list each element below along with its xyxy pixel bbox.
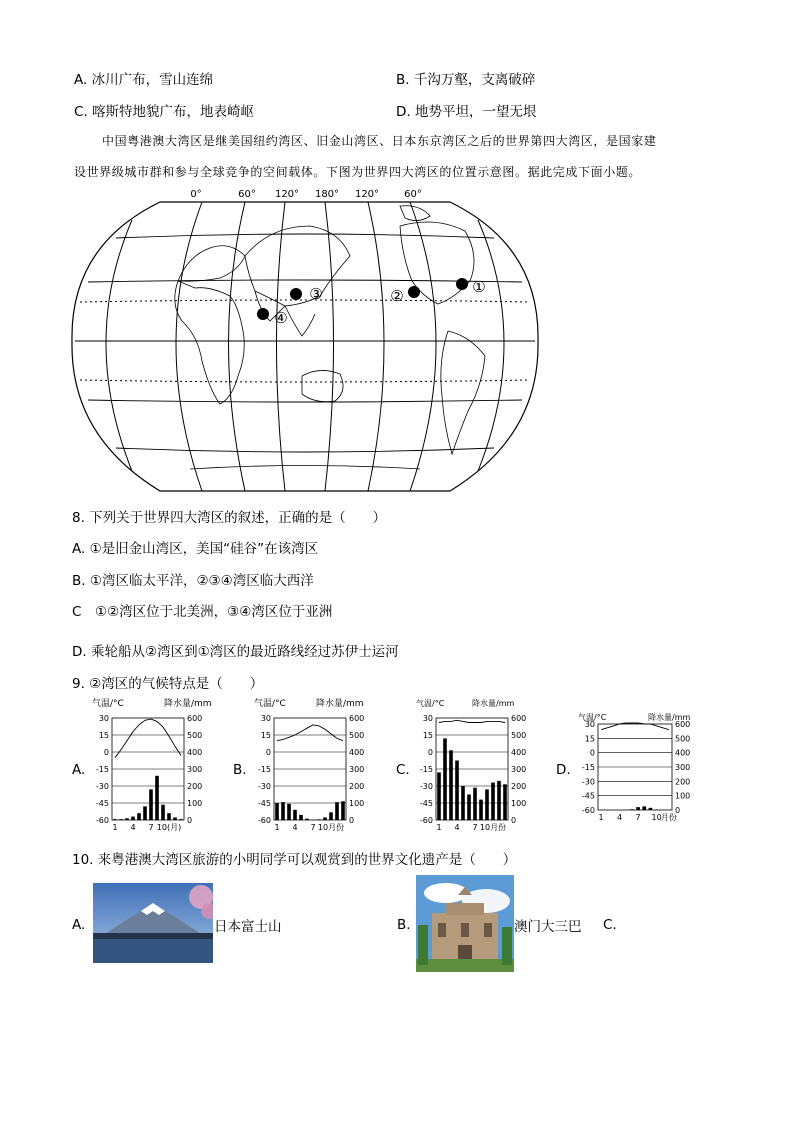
precip-bar [125, 818, 129, 820]
chart-x-tick: 7 [310, 823, 316, 832]
precip-bar [461, 786, 465, 820]
chart-x-tick: 月份 [660, 813, 677, 822]
precip-bar [479, 800, 483, 820]
precip-bar [179, 819, 183, 820]
chart-temp-tick: -45 [95, 799, 109, 808]
precip-bar [455, 761, 459, 821]
chart-temp-tick: -15 [95, 765, 109, 774]
precip-bar [323, 817, 327, 820]
precip-bar [485, 789, 489, 820]
chart-precip-tick: 400 [349, 748, 365, 757]
precip-bar [305, 819, 309, 820]
bay-marker-1-label: ① [472, 278, 486, 296]
q9-option-a-letter[interactable]: A. [72, 762, 86, 778]
precip-bar [161, 805, 165, 820]
world-map [70, 186, 540, 496]
precip-bar [503, 784, 507, 820]
chart-temp-tick: 30 [422, 714, 433, 723]
chart-precip-tick: 100 [187, 799, 203, 808]
map-outline [72, 202, 538, 491]
precip-bar [642, 806, 646, 810]
chart-temp-tick: 0 [427, 748, 433, 757]
q9-option-b-letter[interactable]: B. [233, 762, 247, 778]
chart-x-tick: 7 [148, 823, 154, 832]
meridian [368, 202, 384, 491]
chart-precip-label: 降水量/mm [164, 699, 212, 709]
climate-chart-a-svg [86, 696, 216, 838]
chart-precip-tick: 100 [675, 791, 691, 801]
meridian [277, 202, 286, 491]
chart-temp-tick: -30 [581, 777, 595, 787]
longitude-label: 60° [404, 189, 422, 200]
precip-bar [449, 750, 453, 820]
q9-stem: 9. ②湾区的气候特点是（ ） [72, 676, 264, 692]
meridian [410, 202, 436, 491]
longitude-label: 0° [190, 189, 202, 200]
climate-chart-d-svg [572, 708, 702, 828]
chart-temp-tick: -15 [581, 763, 595, 772]
chart-precip-tick: 100 [349, 799, 365, 808]
bay-marker-1-dot [456, 278, 468, 290]
chart-precip-tick: 400 [511, 748, 527, 757]
chart-temp-tick: -60 [419, 816, 433, 825]
precip-bar [131, 817, 135, 820]
chart-temp-tick: -30 [257, 782, 271, 791]
precip-bar [649, 808, 653, 810]
chart-x-tick: 7 [472, 823, 478, 832]
mount-fuji-photo[interactable] [93, 883, 213, 963]
chart-x-tick: 10月份 [317, 823, 345, 832]
chart-precip-tick: 400 [675, 748, 691, 758]
chart-temp-tick: 0 [589, 748, 595, 758]
chart-precip-tick: 300 [187, 765, 203, 774]
chart-precip-tick: 600 [511, 714, 527, 723]
precip-bar [281, 802, 285, 820]
chart-temp-label: 气温/°C [254, 699, 286, 709]
meridian [478, 220, 504, 471]
coastline-south-america [441, 331, 485, 454]
parallel [116, 234, 494, 238]
chart-precip-tick: 200 [187, 782, 203, 791]
q8-option-c[interactable]: C ①②湾区位于北美洲，③④湾区位于亚洲 [72, 604, 333, 620]
chart-temp-tick: -45 [581, 791, 595, 801]
chart-x-tick: 1 [112, 823, 118, 832]
chart-x-tick: 1 [436, 823, 442, 832]
precip-bar [317, 819, 321, 820]
longitude-label: 120° [274, 189, 300, 200]
q10-stem: 10. 来粤港澳大湾区旅游的小明同学可以观赏到的世界文化遗产是（ ） [72, 852, 517, 868]
prev-option-b: B. 千沟万壑，支离破碎 [396, 72, 536, 88]
world-map-svg [70, 186, 540, 496]
longitude-label: 120° [354, 189, 380, 200]
chart-temp-tick: 15 [422, 731, 433, 740]
chart-precip-tick: 0 [349, 816, 355, 825]
chart-temp-tick: -30 [419, 782, 433, 791]
bay-marker-4-dot [257, 308, 269, 320]
chart-x-tick: 10 [651, 813, 662, 822]
chart-temp-tick: 15 [260, 731, 271, 740]
q8-option-d[interactable]: D. 乘轮船从②湾区到①湾区的最近路线经过苏伊士运河 [72, 644, 399, 660]
chart-temp-tick: -60 [95, 816, 109, 825]
precip-bar [173, 817, 177, 820]
precip-bar [335, 802, 339, 820]
q8-option-b[interactable]: B. ①湾区临太平洋，②③④湾区临大西洋 [72, 573, 314, 589]
bay-marker-4-label: ④ [274, 309, 288, 327]
precip-bar [137, 813, 141, 820]
chart-precip-tick: 200 [675, 777, 691, 787]
q10-option-a-letter[interactable]: A. [72, 917, 86, 933]
chart-precip-tick: 600 [187, 714, 203, 723]
precip-bar [167, 813, 171, 820]
q10-option-a-caption: 日本富士山 [214, 919, 282, 935]
meridian [325, 202, 334, 491]
precip-bar [119, 819, 123, 820]
precip-bar [467, 795, 471, 821]
prev-option-c: C. 喀斯特地貌广布，地表崎岖 [74, 104, 255, 120]
tropic-of-cancer [80, 300, 530, 302]
chart-precip-tick: 200 [349, 782, 365, 791]
precip-bar [437, 772, 441, 820]
temp-line [277, 725, 343, 741]
ruins-of-st-paul-photo[interactable] [416, 875, 514, 972]
climate-chart-b-svg [248, 696, 378, 838]
chart-temp-tick: 0 [265, 748, 271, 757]
chart-precip-label: 降水量/mm [648, 713, 691, 722]
precip-bar [443, 738, 447, 820]
chart-precip-tick: 0 [511, 816, 517, 825]
chart-x-tick: 10月份 [479, 823, 507, 832]
chart-x-tick: 4 [454, 823, 460, 832]
chart-precip-tick: 300 [511, 765, 527, 774]
chart-temp-tick: 30 [584, 720, 595, 729]
chart-x-tick: 4 [292, 823, 298, 832]
precip-bar [155, 776, 159, 820]
meridian [106, 220, 132, 471]
chart-precip-tick: 300 [349, 765, 365, 774]
q9-option-d-letter[interactable]: D. [556, 762, 571, 778]
mount-fuji-illustration [93, 883, 213, 963]
precip-bar [149, 789, 153, 820]
chart-precip-tick: 100 [511, 799, 527, 808]
chart-temp-tick: -45 [257, 799, 271, 808]
chart-x-tick: 1 [598, 813, 604, 822]
precip-bar [329, 812, 333, 820]
precip-bar [491, 783, 495, 820]
chart-precip-tick: 600 [349, 714, 365, 723]
temp-line [439, 720, 505, 722]
prev-option-a: A. 冰川广布，雪山连绵 [74, 72, 214, 88]
chart-precip-tick: 600 [675, 720, 691, 729]
chart-precip-tick: 300 [675, 763, 691, 772]
meridian [229, 202, 246, 491]
parallel [88, 400, 522, 402]
chart-x-tick: 4 [130, 823, 136, 832]
precip-bar [473, 788, 477, 820]
q8-stem: 8. 下列关于世界四大湾区的叙述，正确的是（ ） [72, 510, 387, 526]
coastline-antarctica [190, 466, 420, 470]
precip-bar [113, 819, 117, 820]
precip-bar [636, 807, 640, 810]
precip-bar [275, 803, 279, 820]
longitude-label: 60° [238, 189, 256, 200]
chart-temp-label: 气温/°C [92, 699, 124, 709]
precip-bar [497, 781, 501, 820]
chart-precip-tick: 0 [187, 816, 193, 825]
precip-bar [341, 801, 345, 820]
bay-marker-3-dot [290, 288, 302, 300]
coastline-europe [178, 246, 245, 281]
bay-marker-3-label: ③ [309, 285, 323, 303]
climate-chart-c-svg [410, 696, 540, 838]
chart-precip-tick: 0 [675, 806, 681, 815]
bay-marker-2-label: ② [390, 287, 404, 305]
chart-precip-tick: 200 [511, 782, 527, 791]
precip-bar [287, 804, 291, 820]
q10-option-c-letter[interactable]: C. [603, 917, 617, 933]
chart-temp-tick: -60 [581, 806, 595, 815]
longitude-label: 180° [314, 189, 340, 200]
chart-precip-tick: 500 [349, 731, 365, 740]
chart-precip-tick: 500 [187, 731, 203, 740]
chart-temp-tick: 0 [103, 748, 109, 757]
coastline-australia [302, 370, 343, 401]
bay-marker-2-dot [408, 286, 420, 298]
intro-line-2: 设世界级城市群和参与全球竞争的空间载体。下图为世界四大湾区的位置示意图。据此完成下面小题。 [74, 165, 642, 179]
chart-x-tick: 10(月) [156, 823, 182, 832]
climate-chart-d [572, 708, 702, 828]
chart-precip-tick: 400 [187, 748, 203, 757]
chart-precip-tick: 500 [511, 731, 527, 740]
chart-temp-tick: 30 [260, 714, 271, 723]
tropic-of-capricorn [80, 380, 530, 382]
parallel [116, 448, 494, 452]
chart-precip-tick: 500 [675, 734, 691, 744]
chart-temp-tick: 30 [98, 714, 109, 723]
q9-option-c-letter[interactable]: C. [396, 762, 410, 778]
climate-chart-b [248, 696, 378, 838]
chart-x-tick: 1 [274, 823, 280, 832]
chart-temp-tick: 15 [98, 731, 109, 740]
chart-temp-tick: -45 [419, 799, 433, 808]
intro-line-1: 中国粤港澳大湾区是继美国纽约湾区、旧金山湾区、日本东京湾区之后的世界第四大湾区，是国家建 [102, 134, 657, 148]
chart-x-tick: 7 [635, 813, 641, 822]
coastline-indochina [285, 306, 315, 336]
precip-bar [299, 815, 303, 820]
chart-temp-label: 气温/°C [416, 699, 445, 708]
chart-temp-tick: -30 [95, 782, 109, 791]
q10-option-b-caption: 澳门大三巴 [514, 919, 582, 935]
precip-bar [143, 806, 147, 820]
q8-option-a[interactable]: A. ①是旧金山湾区，美国“硅谷”在该湾区 [72, 541, 319, 557]
prev-option-d: D. 地势平坦，一望无垠 [396, 104, 537, 120]
chart-temp-tick: 15 [584, 734, 595, 744]
precip-bar [293, 810, 297, 820]
precip-bar [630, 809, 634, 810]
chart-temp-tick: -15 [257, 765, 271, 774]
climate-chart-a [86, 696, 216, 838]
chart-temp-tick: -15 [419, 765, 433, 774]
coastline-africa [175, 281, 244, 404]
chart-temp-label: 气温/°C [578, 713, 607, 722]
q10-option-b-letter[interactable]: B. [397, 917, 411, 933]
ruins-of-st-paul-illustration [416, 875, 514, 972]
chart-precip-label: 降水量/mm [472, 699, 515, 708]
chart-precip-label: 降水量/mm [316, 699, 364, 709]
chart-temp-tick: -60 [257, 816, 271, 825]
coastline-greenland [400, 206, 430, 221]
chart-x-tick: 4 [617, 813, 623, 822]
climate-chart-c [410, 696, 540, 838]
